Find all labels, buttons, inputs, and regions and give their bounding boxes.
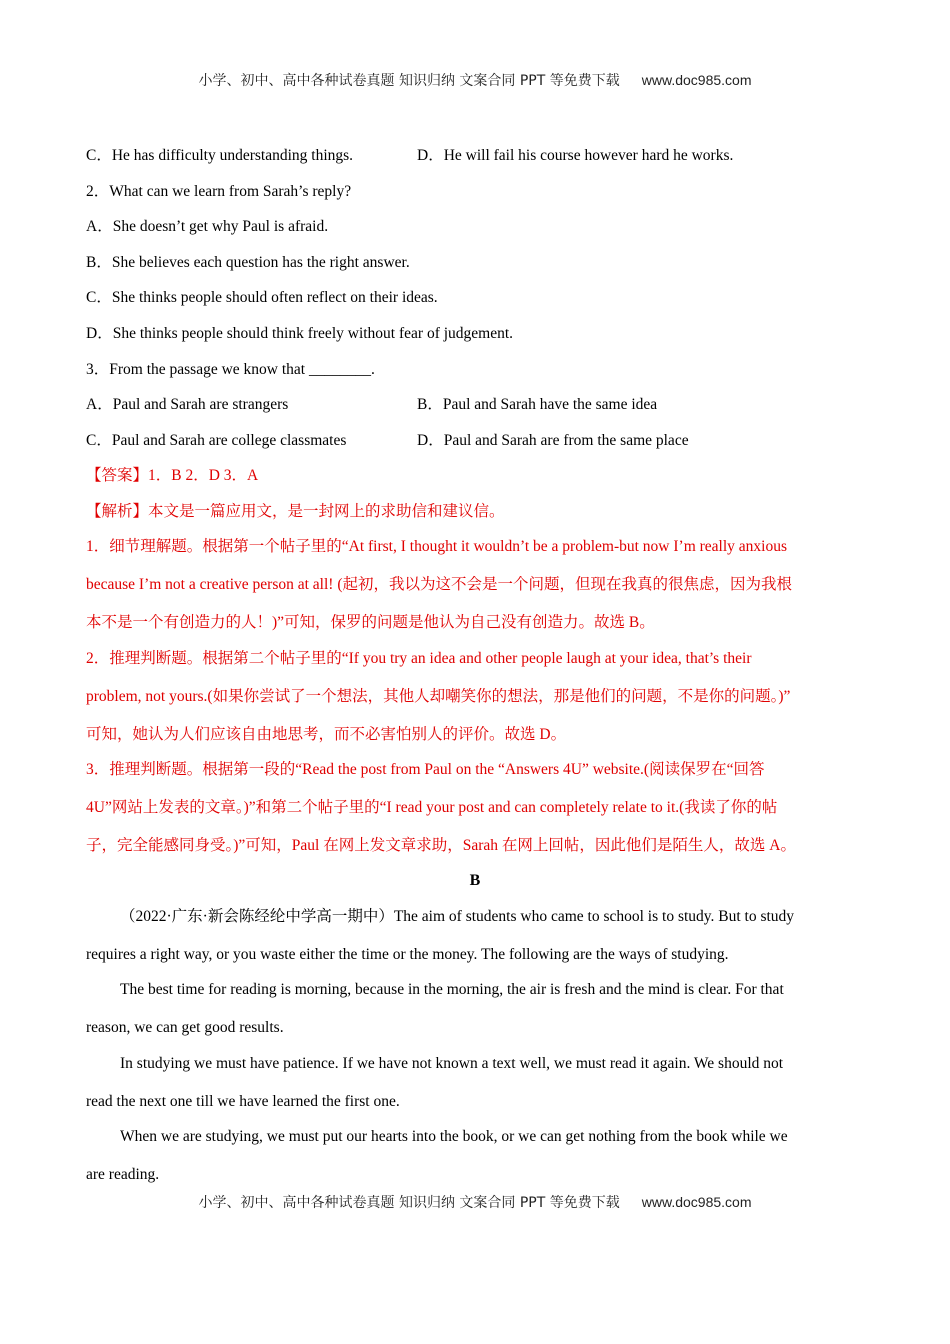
q3-option-c: C．Paul and Sarah are college classmates	[86, 432, 347, 449]
q2-option-c: C．She thinks people should often reflect on their ideas.	[86, 289, 438, 306]
q2-option-a: A．She doesn’t get why Paul is afraid.	[86, 218, 329, 235]
q3-option-a: A．Paul and Sarah are strangers	[86, 396, 289, 413]
q2-option-b: B．She believes each question has the right answer.	[86, 254, 410, 271]
footer-text: 小学、初中、高中各种试卷真题 知识归纳 文案合同 PPT 等免费下载	[198, 1195, 620, 1211]
passage-line: read the next one till we have learned the first one.	[86, 1093, 400, 1110]
header-text: 小学、初中、高中各种试卷真题 知识归纳 文案合同 PPT 等免费下载	[198, 73, 620, 89]
analysis-line: because I’m not a creative person at all! (起初，我以为这不会是一个问题，但现在我真的很焦虑，因为我根	[86, 576, 792, 593]
answer-key: 【答案】1．B 2．D 3．A	[86, 467, 259, 484]
q1-option-d: D．He will fail his course however hard he works.	[417, 147, 734, 164]
passage-line: are reading.	[86, 1166, 160, 1183]
section-b-title: B	[469, 872, 481, 889]
analysis-line: 可知，她认为人们应该自由地思考，而不必害怕别人的评价。故选 D。	[86, 726, 567, 743]
passage-line: When we are studying, we must put our hearts into the book, or we can get nothing from the book while we	[120, 1128, 788, 1145]
q3-option-d: D．Paul and Sarah are from the same place	[417, 432, 689, 449]
passage-line: In studying we must have patience. If we have not known a text well, we must read it again. We should not	[120, 1055, 784, 1072]
passage-line: （2022·广东·新会陈经纶中学高一期中）The aim of students who came to school is to study. But to study	[120, 908, 795, 925]
passage-line: requires a right way, or you waste either the time or the money. The following are the ways of studying.	[86, 946, 729, 963]
passage-line: The best time for reading is morning, because in the morning, the air is fresh and the mind is clear. For that	[120, 981, 784, 998]
analysis-line: 1．细节理解题。根据第一个帖子里的“At first, I thought it wouldn’t be a problem-but now I’m really anxious	[86, 538, 788, 555]
q1-option-c: C．He has difficulty understanding things.	[86, 147, 354, 164]
analysis-line: 子，完全能感同身受。)”可知，Paul 在网上发文章求助，Sarah 在网上回帖，因此他们是陌生人，故选 A。	[86, 837, 796, 854]
analysis-intro: 【解析】本文是一篇应用文，是一封网上的求助信和建议信。	[86, 503, 505, 520]
analysis-line: 3．推理判断题。根据第一段的“Read the post from Paul on the “Answers 4U” website.(阅读保罗在“回答	[86, 761, 765, 778]
q2-option-d: D．She thinks people should think freely without fear of judgement.	[86, 325, 514, 342]
page-header	[0, 70, 950, 90]
page-footer	[0, 1192, 950, 1212]
header-site-link[interactable]: www.doc985.com	[641, 72, 752, 88]
q2-stem: 2．What can we learn from Sarah’s reply?	[86, 183, 352, 200]
analysis-line: 本不是一个有创造力的人！)”可知，保罗的问题是他认为自己没有创造力。故选 B。	[86, 614, 655, 631]
analysis-line: problem, not yours.(如果你尝试了一个想法，其他人却嘲笑你的想法，那是他们的问题，不是你的问题。)”	[86, 688, 791, 705]
analysis-line: 4U”网站上发表的文章。)”和第二个帖子里的“I read your post and can completely relate to it.(我读了你的帖	[86, 799, 778, 816]
q3-option-b: B．Paul and Sarah have the same idea	[417, 396, 658, 413]
passage-line: reason, we can get good results.	[86, 1019, 284, 1036]
analysis-line: 2．推理判断题。根据第二个帖子里的“If you try an idea and other people laugh at your idea, that’s their	[86, 650, 752, 667]
q3-stem: 3．From the passage we know that ________.	[86, 361, 375, 378]
footer-site-link[interactable]: www.doc985.com	[641, 1194, 752, 1210]
